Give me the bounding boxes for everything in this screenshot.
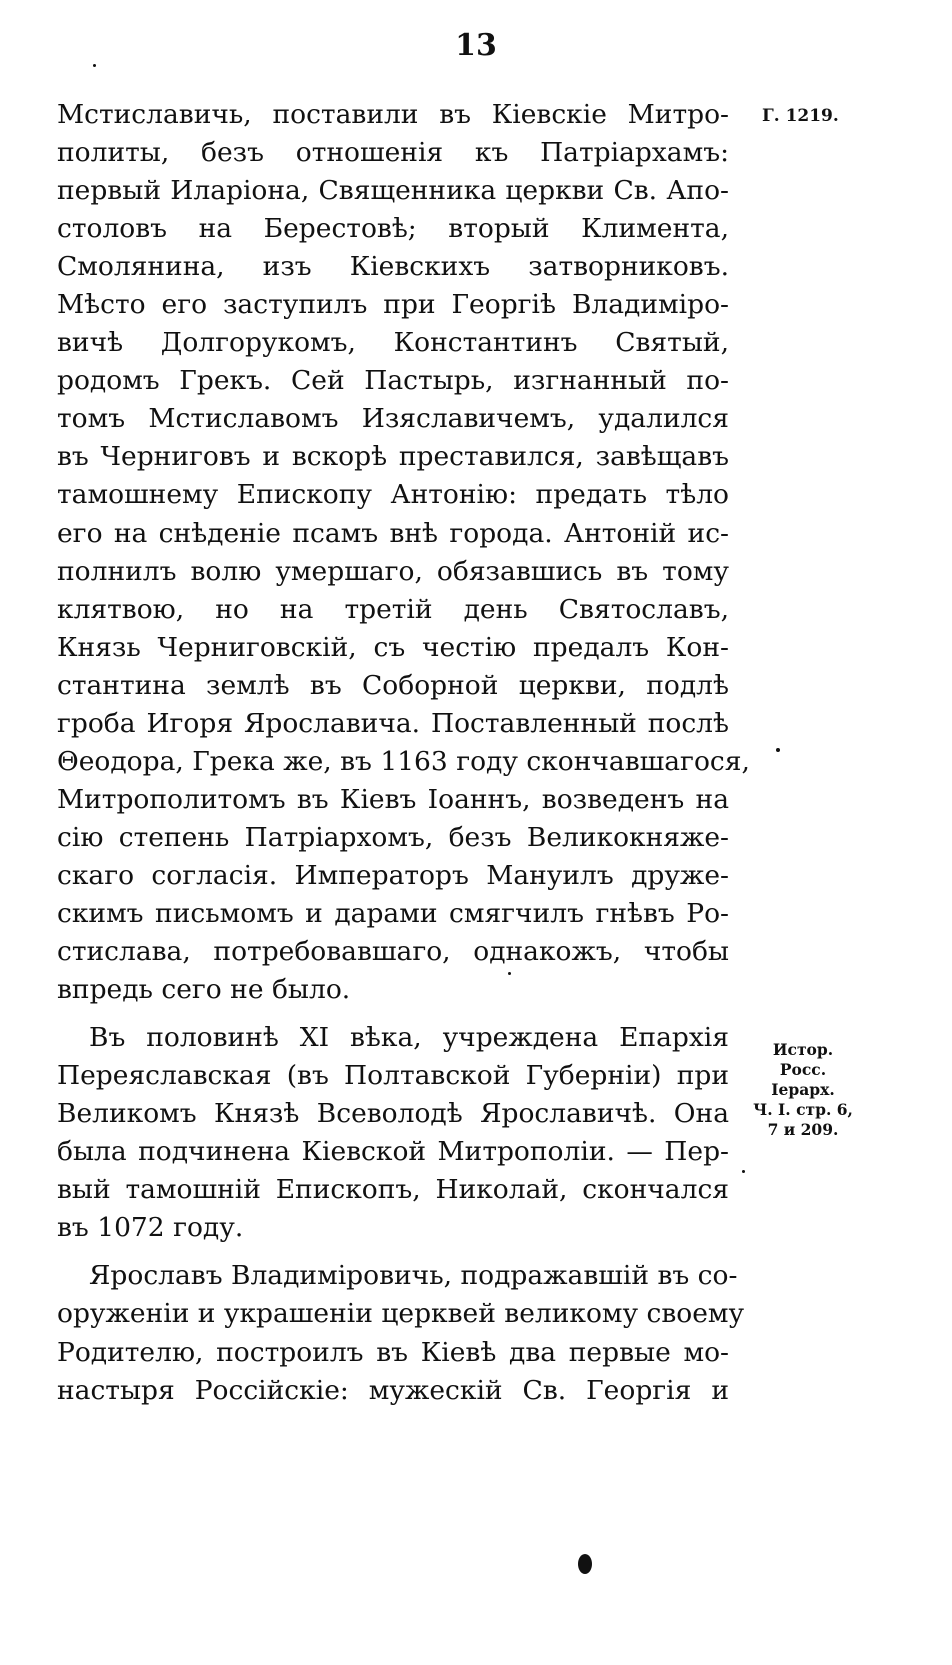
text-line: скаго согласія. Императоръ Мануилъ друже- [57,859,729,891]
text-line: Князь Черниговскій, съ честію предалъ Кон- [57,631,729,663]
text-line: Въ половинѣ XI вѣка, учреждена Епархія [89,1022,729,1054]
text-line: полнилъ волю умершаго, обязавшись въ тому [57,555,729,587]
text-line: была подчинена Кіевской Митрополіи. — Пер- [57,1136,729,1168]
text-line: настыря Россійскіе: мужескій Св. Георгія и [57,1374,729,1406]
text-line: первый Иларіона, Священника церкви Св. Апо- [57,175,729,207]
text-line: стантина землѣ въ Соборной церкви, подлѣ [57,669,729,701]
text-line: оруженіи и украшеніи церквей великому своему [57,1298,745,1330]
ink-speck [93,64,96,67]
reference-line: Росс. [779,1060,827,1079]
page-number: 13 [455,28,497,63]
main-text [57,96,750,1410]
text-line: стислава, потребовавшаго, однакожъ, чтобы [57,936,729,968]
text-line: Великомъ Князѣ Всеволодѣ Ярославичѣ. Она [57,1098,729,1130]
text-line: томъ Мстиславомъ Изяславичемъ, удалился [57,403,729,435]
reference-line: 7 и 209. [767,1120,839,1139]
text-line: Митрополитомъ въ Кіевъ Іоаннъ, возведенъ на [57,783,729,815]
ink-speck [742,1170,745,1173]
text-line: Мстиславичь, поставили въ Кіевскіе Митро- [57,99,729,130]
text-line: тамошнему Епископу Антонію: предать тѣло [57,479,729,511]
text-line: скимъ письмомъ и дарами смягчилъ гнѣвъ Ро- [57,897,729,929]
paragraph-gap [57,1009,729,1019]
text-line: впредь сего не было. [57,974,351,1006]
reference-line: Истор. [772,1040,834,1059]
text-line: вичѣ Долгорукомъ, Константинъ Святый, [57,327,729,359]
text-line: Мѣсто его заступилъ при Георгіѣ Владиміро- [57,289,729,321]
paragraph-1 [57,96,750,1009]
text-line: его на снѣденіе псамъ внѣ города. Антоній ис- [57,517,729,549]
text-line: Θеодора, Грека же, въ 1163 году скончавшагося, [57,745,750,777]
text-line: въ 1072 году. [57,1212,244,1244]
text-line: въ Черниговъ и вскорѣ преставился, завѣщавъ [57,441,729,473]
text-line: родомъ Грекъ. Сей Пастырь, изгнанный по- [57,365,729,397]
paragraph-gap [57,1247,729,1257]
text-line: вый тамошній Епископъ, Николай, скончался [57,1174,729,1206]
ink-speck [508,972,511,975]
paragraph-3 [57,1257,745,1409]
reference-line: Іерарх. [771,1080,835,1099]
text-line: Переяславская (въ Полтавской Губерніи) при [57,1060,729,1092]
margin-note-year: Г. 1219. [762,106,839,126]
paragraph-2 [57,1019,729,1247]
reference-line: Ч. I. стр. 6, [753,1100,853,1119]
text-line: Родителю, построилъ въ Кіевѣ два первые мо- [57,1336,729,1368]
text-line: клятвою, но на третій день Святославъ, [57,593,729,625]
margin-note-reference [748,1040,858,1140]
ink-speck [776,748,780,752]
text-line: политы, безъ отношенія къ Патріархамъ: [57,137,729,169]
ink-blot [578,1554,592,1574]
text-line: сію степень Патріархомъ, безъ Великокняже- [57,821,729,853]
text-line: гроба Игоря Ярославича. Поставленный послѣ [57,707,729,739]
text-line: столовъ на Берестовѣ; вторый Климента, [57,213,729,245]
text-line: Смолянина, изъ Кіевскихъ затворниковъ. [57,251,729,283]
text-line: Ярославъ Владиміровичь, подражавшій въ со- [89,1260,738,1292]
